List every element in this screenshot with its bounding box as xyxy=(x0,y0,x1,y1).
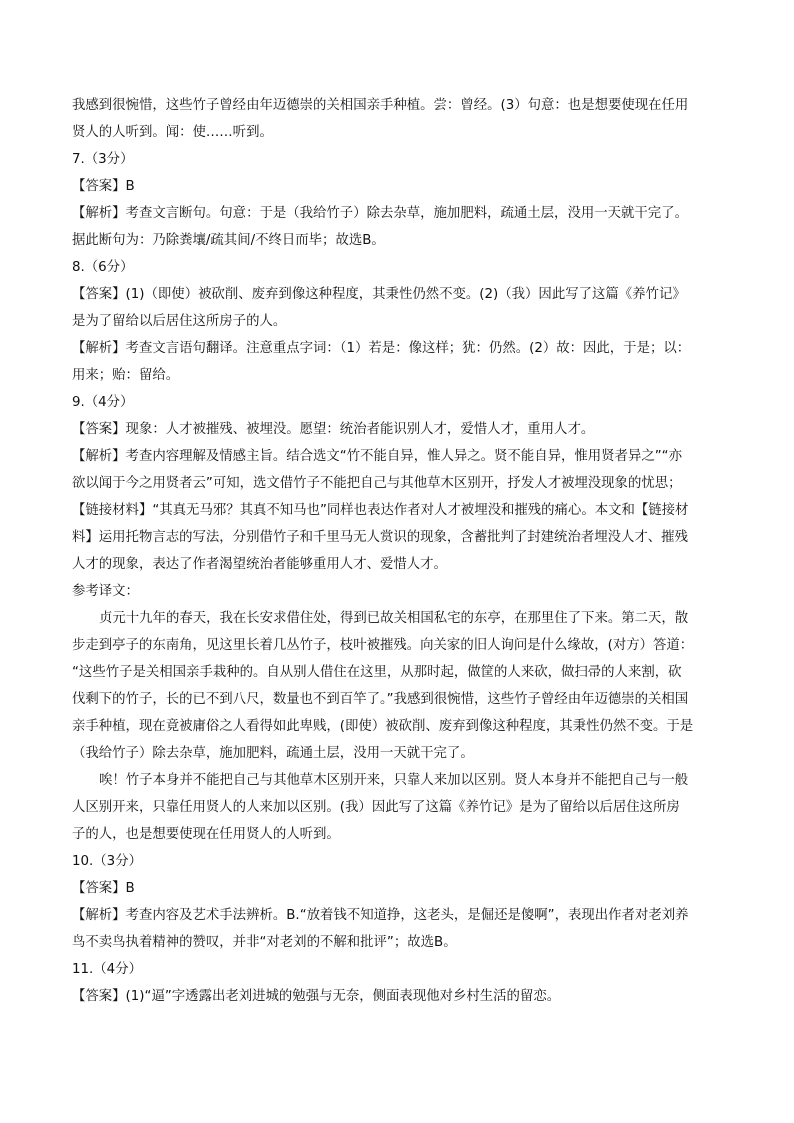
translation-heading: 参考译文： xyxy=(72,584,139,599)
text-line: 贤人的人听到。闻：使……听到。 xyxy=(72,125,273,140)
text-line: 欲以闻于今之用贤者云”可知，选文借竹子不能把自己与其他草木区别开，抒发人才被埋没现象的忧思； xyxy=(72,476,682,491)
question-header: 8.（6分） xyxy=(72,260,134,275)
answer-line: 【答案】B xyxy=(72,179,135,194)
text-line: 鸟不卖鸟执着精神的赞叹，并非“对老刘的不解和批评”；故选B。 xyxy=(72,935,457,950)
analysis-line: 【解析】考查内容及艺术手法辨析。B.“放着钱不知道挣，这老头，是倔还是傻啊”，表现出作者对老刘养 xyxy=(72,908,689,923)
text-line: 伐剩下的竹子，长的已不到八尺，数量也不到百竿了。”我感到很惋惜，这些竹子曾经由年迈德崇的关相国 xyxy=(72,692,689,707)
answer-line: 【答案】(1)（即使）被砍削、废弃到像这种程度，其秉性仍然不变。(2)（我）因此写了这篇《养竹记》 xyxy=(72,287,686,302)
text-line: 据此断句为：乃除粪壤/疏其间/不终日而毕；故选B。 xyxy=(72,233,385,248)
text-line: （我给竹子）除去杂草，施加肥料，疏通土层，没用一天就干完了。 xyxy=(72,746,474,761)
translation-paragraph-start: 唉！竹子本身并不能把自己与其他草木区别开来，只靠人来加以区别。贤人本身并不能把自己与一般 xyxy=(99,773,689,788)
translation-paragraph-start: 贞元十九年的春天，我在长安求借住处，得到已故关相国私宅的东亭，在那里住了下来。第二天，散 xyxy=(99,611,689,626)
answer-line: 【答案】现象：人才被摧残、被埋没。愿望：统治者能识别人才，爱惜人才，重用人才。 xyxy=(72,422,595,437)
analysis-line: 【解析】考查内容理解及情感主旨。结合选文“竹不能自异，惟人异之。贤不能自异，惟用贤者异之”“亦 xyxy=(72,449,682,464)
text-line: 是为了留给以后居住这所房子的人。 xyxy=(72,314,287,329)
analysis-line: 【解析】考查文言断句。句意：于是（我给竹子）除去杂草，施加肥料，疏通土层，没用一天就干完了。 xyxy=(72,206,688,221)
text-line: 料】运用托物言志的写法，分别借竹子和千里马无人赏识的现象，含蓄批判了封建统治者埋没人才、摧残 xyxy=(72,530,688,545)
analysis-line: 【解析】考查文言语句翻译。注意重点字词：（1）若是：像这样；犹：仍然。(2）故：因此，于是；以： xyxy=(72,341,691,356)
question-header: 11.（4分） xyxy=(72,962,142,977)
text-line: 用来；贻：留给。 xyxy=(72,368,180,383)
text-line: 人才的现象，表达了作者渴望统治者能够重用人才、爱惜人才。 xyxy=(72,557,447,572)
text-line: 【链接材料】“其真无马邪？其真不知马也”同样也表达作者对人才被埋没和摧残的痛心。本文和【链接材 xyxy=(72,503,689,518)
answer-line: 【答案】B xyxy=(72,881,135,896)
text-line: 步走到亭子的东南角，见这里长着几丛竹子，枝叶被摧残。向关家的旧人询问是什么缘故，(对方）答道： xyxy=(72,638,694,653)
text-line: 我感到很惋惜，这些竹子曾经由年迈德崇的关相国亲手种植。尝：曾经。(3）句意：也是想要使现在任用 xyxy=(72,98,689,113)
answer-line: 【答案】(1)“逼”字透露出老刘进城的勉强与无奈，侧面表现他对乡村生活的留恋。 xyxy=(72,989,561,1004)
question-header: 7.（3分） xyxy=(72,152,134,167)
text-line: 子的人，也是想要使现在任用贤人的人听到。 xyxy=(72,827,340,842)
text-line: “这些竹子是关相国亲手栽种的。自从别人借住在这里，从那时起，做筐的人来砍，做扫帚的人来割，砍 xyxy=(72,665,682,680)
text-line: 人区别开来，只靠任用贤人的人来加以区别。(我）因此写了这篇《养竹记》是为了留给以后居住这所房 xyxy=(72,800,680,815)
document-body xyxy=(72,92,722,1010)
question-header: 10.（3分） xyxy=(72,854,142,869)
text-line: 亲手种植，现在竟被庸俗之人看得如此卑贱，(即使）被砍削、废弃到像这种程度，其秉性仍然不变。于是 xyxy=(72,719,694,734)
question-header: 9.（4分） xyxy=(72,395,134,410)
